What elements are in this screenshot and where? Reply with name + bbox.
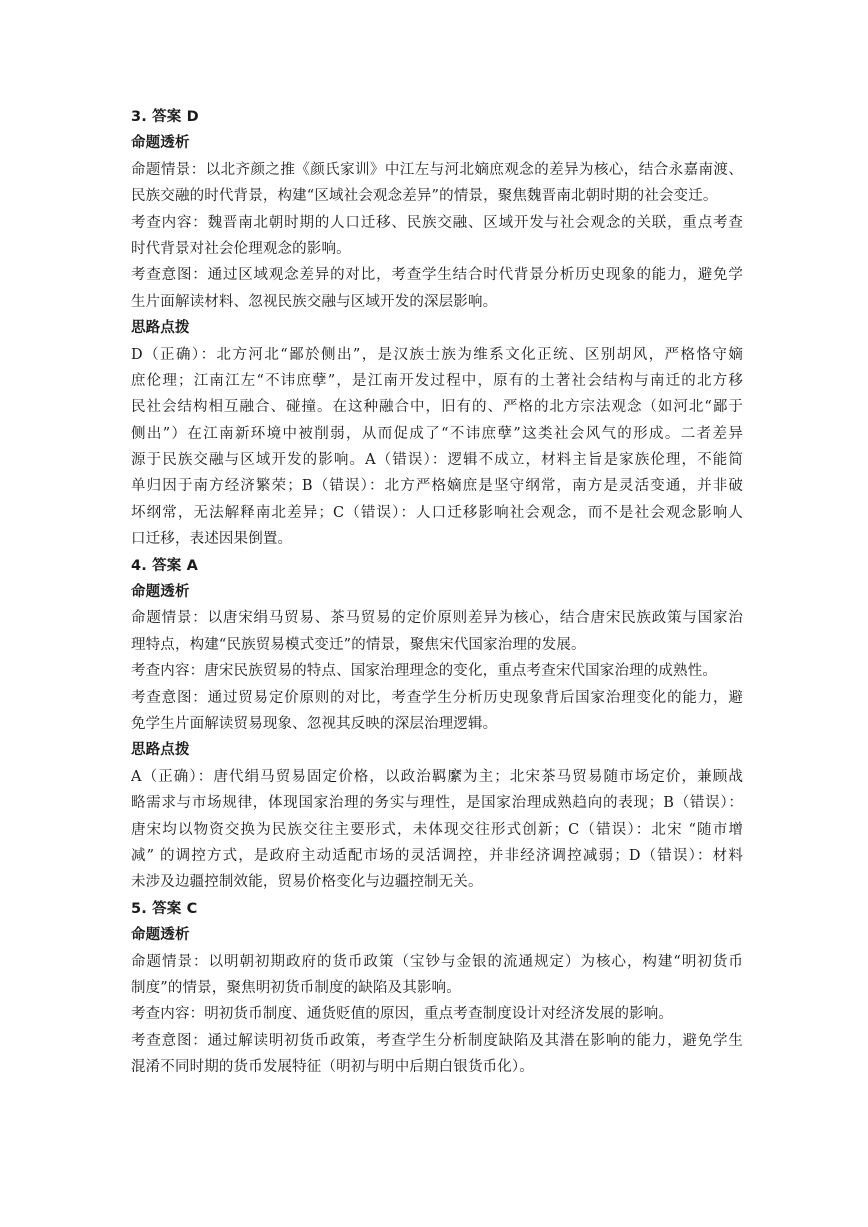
hint-line: 未涉及边疆控制效能，贸易价格变化与边疆控制无关。 xyxy=(131,874,483,891)
content-line: 考查内容：唐宋民族贸易的特点、国家治理理念的变化，重点考查宋代国家治理的成熟性。 xyxy=(131,663,717,680)
hint-line: 单归因于南方经济繁荣；B（错误）：北方严格嫡庶是坚守纲常，南方是灵活变通，并非破 xyxy=(131,478,743,495)
answer-document xyxy=(131,104,743,1080)
intent-line: 考查意图：通过贸易定价原则的对比，考查学生分析历史现象背后国家治理变化的能力，避 xyxy=(131,689,743,706)
answer-heading: 5. 答案 C xyxy=(131,900,198,917)
analysis-heading: 命题透析 xyxy=(131,135,190,152)
hint-heading: 思路点拨 xyxy=(131,742,190,759)
analysis-heading: 命题透析 xyxy=(131,584,190,601)
answer-heading: 4. 答案 A xyxy=(131,557,198,574)
content-line: 时代背景对社会伦理观念的影响。 xyxy=(131,240,351,257)
intent-line: 生片面解读材料、忽视民族交融与区域开发的深层影响。 xyxy=(131,293,498,310)
hint-line: 减” 的调控方式，是政府主动适配市场的灵活调控，并非经济调控减弱；D（错误）：材料 xyxy=(131,847,743,864)
hint-line: 略需求与市场规律，体现国家治理的务实与理性，是国家治理成熟趋向的表现；B（错误）： xyxy=(131,795,743,812)
hint-line: 口迁移，表述因果倒置。 xyxy=(131,531,293,548)
hint-line: 源于民族交融与区域开发的影响。A（错误）：逻辑不成立，材料主旨是家族伦理，不能简 xyxy=(131,452,743,469)
scenario-line: 制度”的情景，聚焦明初货币制度的缺陷及其影响。 xyxy=(131,979,461,996)
scenario-line: 理特点，构建“民族贸易模式变迁”的情景，聚焦宋代国家治理的发展。 xyxy=(131,636,586,653)
intent-line: 免学生片面解读贸易现象、忽视其反映的深层治理逻辑。 xyxy=(131,715,498,732)
scenario-line: 命题情景：以北齐颜之推《颜氏家训》中江左与河北嫡庶观念的差异为核心，结合永嘉南渡、 xyxy=(131,161,743,178)
answer-heading: 3. 答案 D xyxy=(131,109,199,125)
hint-line: A（正确）：唐代绢马贸易固定价格，以政治羁縻为主；北宋茶马贸易随市场定价，兼顾战 xyxy=(131,768,743,785)
hint-line: 侧出”）在江南新环境中被削弱，从而促成了“不讳庶孽”这类社会风气的形成。二者差异 xyxy=(131,425,743,442)
content-line: 考查内容：魏晋南北朝时期的人口迁移、民族交融、区域开发与社会观念的关联，重点考查 xyxy=(131,214,743,231)
intent-line: 混淆不同时期的货币发展特征（明初与明中后期白银货币化）。 xyxy=(131,1059,534,1076)
scenario-line: 民族交融的时代背景，构建“区域社会观念差异”的情景，聚焦魏晋南北朝时期的社会变迁。 xyxy=(131,188,718,205)
hint-line: D（正确）：北方河北“鄙於侧出”，是汉族士族为维系文化正统、区别胡风，严格恪守嫡 xyxy=(131,346,743,363)
intent-line: 考查意图：通过解读明初货币政策，考查学生分析制度缺陷及其潜在影响的能力，避免学生 xyxy=(131,1032,743,1049)
hint-line: 唐宋均以物资交换为民族交往主要形式，未体现交往形式创新；C（错误）：北宋 “随市增 xyxy=(131,821,743,838)
analysis-heading: 命题透析 xyxy=(131,927,190,944)
content-line: 考查内容：明初货币制度、通货贬值的原因，重点考查制度设计对经济发展的影响。 xyxy=(131,1006,674,1023)
hint-line: 坏纲常，无法解释南北差异；C（错误）：人口迁移影响社会观念，而不是社会观念影响人 xyxy=(131,504,743,521)
hint-line: 民社会结构相互融合、碰撞。在这种融合中，旧有的、严格的北方宗法观念（如河北“鄙于 xyxy=(131,399,743,416)
intent-line: 考查意图：通过区域观念差异的对比，考查学生结合时代背景分析历史现象的能力，避免学 xyxy=(131,267,743,284)
scenario-line: 命题情景：以明朝初期政府的货币政策（宝钞与金银的流通规定）为核心，构建“明初货币 xyxy=(131,953,743,970)
hint-heading: 思路点拨 xyxy=(131,320,190,337)
scenario-line: 命题情景：以唐宋绢马贸易、茶马贸易的定价原则差异为核心，结合唐宋民族政策与国家治 xyxy=(131,610,743,627)
hint-line: 庶伦理；江南江左“不讳庶孽”，是江南开发过程中，原有的土著社会结构与南迁的北方移 xyxy=(131,372,743,389)
